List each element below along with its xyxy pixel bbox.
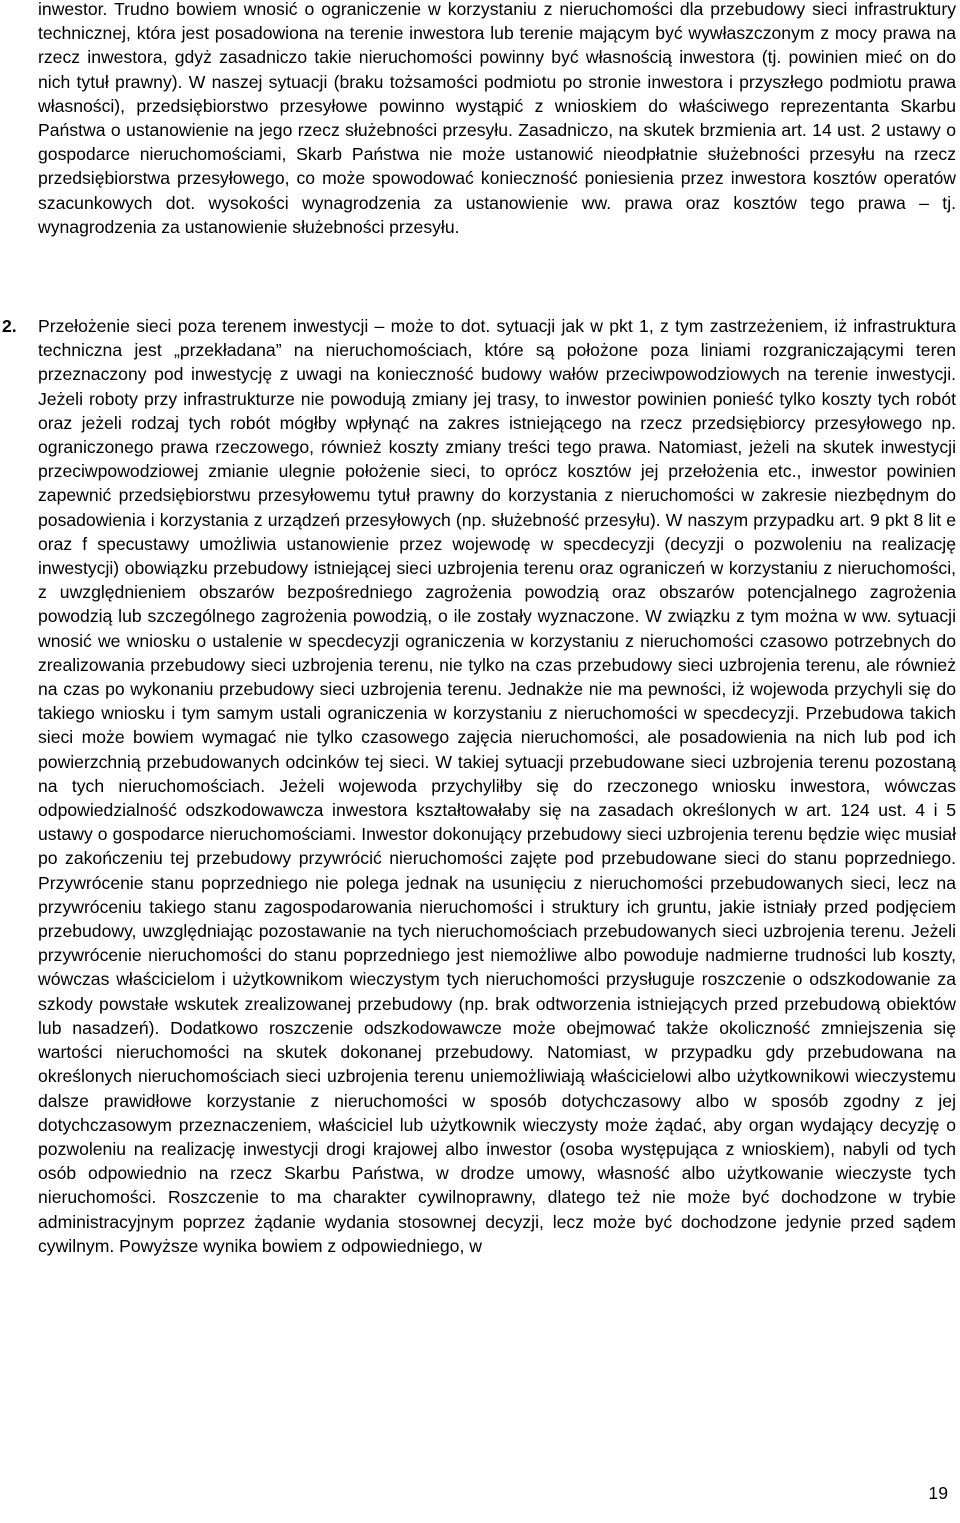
item-number: 2. [2, 316, 17, 336]
page-number: 19 [928, 1483, 948, 1503]
numbered-item-2 [2, 314, 956, 1258]
item-text: Przełożenie sieci poza terenem inwestycji – może to dot. sytuacji jak w pkt 1, z tym zastrzeżeniem, iż infrastruktura techniczna jest „przekładana” na nieruchomościach, które są położone poza liniami rozgraniczającymi teren przeznaczony pod inwestycję z uwagi na konieczność budowy wałów przeciwpowodziowych na terenie inwestycji. Jeżeli roboty przy infrastrukturze nie powodują zmiany jej trasy, to inwestor powinien ponieść tylko koszty tych robót oraz jeżeli rodzaj tych robót mógłby wpłynąć na zakres istniejącego na rzecz przedsiębiorcy przesyłowego np. ograniczonego prawa rzeczowego, również koszty zmiany treści tego prawa. Natomiast, jeżeli na skutek inwestycji przeciwpowodziowej zmianie ulegnie położenie sieci, to oprócz kosztów jej przełożenia etc., inwestor powinien zapewnić przedsiębiorstwu przesyłowemu tytuł prawny do korzystania z nieruchomości w zakresie niezbędnym do posadowienia i korzystania z urządzeń przesyłowych (np. służebność przesyłu). W naszym przypadku art. 9 pkt 8 lit e oraz f specustawy umożliwia ustanowienie przez wojewodę w specdecyzji (decyzji o pozwoleniu na realizację inwestycji) obowiązku przebudowy istniejącej sieci uzbrojenia terenu oraz ograniczeń w korzystaniu z nieruchomości, z uwzględnieniem obszarów bezpośredniego zagrożenia powodzią oraz obszarów potencjalnego zagrożenia powodzią lub szczególnego zagrożenia powodzią, o ile zostały wyznaczone. W związku z tym można w ww. sytuacji wnosić we wniosku o ustalenie w specdecyzji ograniczenia w korzystaniu z nieruchomości czasowo potrzebnych do zrealizowania przebudowy sieci uzbrojenia terenu, nie tylko na czas przebudowy sieci uzbrojenia terenu, ale również na czas po wykonaniu przebudowy sieci uzbrojenia terenu. Jednakże nie ma pewności, iż wojewoda przychyli się do takiego wniosku i tym samym ustali ograniczenia w korzystaniu z nieruchomości w specdecyzji. Przebudowa takich sieci może bowiem wymagać nie tylko czasowego zajęcia nieruchomości, ale posadowienia na nich lub pod ich powierzchnią przebudowanych odcinków tej sieci. W takiej sytuacji przebudowane sieci uzbrojenia terenu pozostaną na tych nieruchomościach. Jeżeli wojewoda przychyliłby się do rzeczonego wniosku inwestora, wówczas odpowiedzialność odszkodowawcza inwestora kształtowałaby się na zasadach określonych w art. 124 ust. 4 i 5 ustawy o gospodarce nieruchomościami. Inwestor dokonujący przebudowy sieci uzbrojenia terenu będzie więc musiał po zakończeniu tej przebudowy przywrócić nieruchomości zajęte pod przebudowane sieci do stanu poprzedniego. Przywrócenie stanu poprzedniego nie polega jednak na usunięciu z nieruchomości przebudowanych sieci, lecz na przywróceniu takiego stanu zagospodarowania nieruchomości i struktury ich gruntu, jakie istniały przed podjęciem przebudowy, uwzględniając pozostawanie na tych nieruchomościach przebudowanych sieci uzbrojenia terenu. Jeżeli przywrócenie nieruchomości do stanu poprzedniego jest niemożliwe albo powoduje nadmierne trudności lub koszty, wówczas właścicielom i użytkownikom wieczystym tych nieruchomości przysługuje roszczenie o odszkodowanie za szkody powstałe wskutek zrealizowanej przebudowy (np. brak odtworzenia istniejących przed przebudową obiektów lub nasadzeń). Dodatkowo roszczenie odszkodowawcze może obejmować także okoliczność zmniejszenia się wartości nieruchomości na skutek dokonanej przebudowy. Natomiast, w przypadku gdy przebudowana na określonych nieruchomościach sieci uzbrojenia terenu uniemożliwiają właścicielowi albo użytkownikowi wieczystemu dalsze prawidłowe korzystanie z nieruchomości w sposób dotychczasowy albo w sposób zgodny z jej dotychczasowym przeznaczeniem, właściciel lub użytkownik wieczysty może żądać, aby organ wydający decyzję o pozwoleniu na realizację inwestycji drogi krajowej albo inwestor (osoba występująca z wnioskiem), nabyli od tych osób odpowiednio na rzecz Skarbu Państwa, w drodze umowy, własność albo użytkowanie wieczyste tych nieruchomości. Roszczenie to ma charakter cywilnoprawny, dlatego też nie może być dochodzone w trybie administracyjnym poprzez żądanie wydania stosownej decyzji, lecz może być dochodzone jedynie przed sądem cywilnym. Powyższe wynika bowiem z odpowiedniego, w [38, 316, 956, 1256]
paragraph-text: inwestor. Trudno bowiem wnosić o ograniczenie w korzystaniu z nieruchomości dla przebudowy sieci infrastruktury technicznej, która jest posadowiona na terenie inwestora lub terenie mającym być wywłaszczonym z mocy prawa na rzecz inwestora, gdyż zasadniczo takie nieruchomości powinny być własnością inwestora (tj. powinien mieć on do nich tytuł prawny). W naszej sytuacji (braku tożsamości podmiotu po stronie inwestora i przyszłego podmiotu prawa własności), przedsiębiorstwo przesyłowe powinno wystąpić z wnioskiem do właściwego reprezentanta Skarbu Państwa o ustanowienie na jego rzecz służebności przesyłu. Zasadniczo, na skutek brzmienia art. 14 ust. 2 ustawy o gospodarce nieruchomościami, Skarb Państwa nie może ustanowić nieodpłatnie służebności przesyłu na rzecz przedsiębiorstwa przesyłowego, co może spowodować konieczność poniesienia przez inwestora kosztów operatów szacunkowych dot. wysokości wynagrodzenia za ustanowienie ww. prawa oraz kosztów tego prawa – tj. wynagrodzenia za ustanowienie służebności przesyłu. [38, 0, 956, 237]
body-paragraph-continuation [38, 0, 956, 239]
